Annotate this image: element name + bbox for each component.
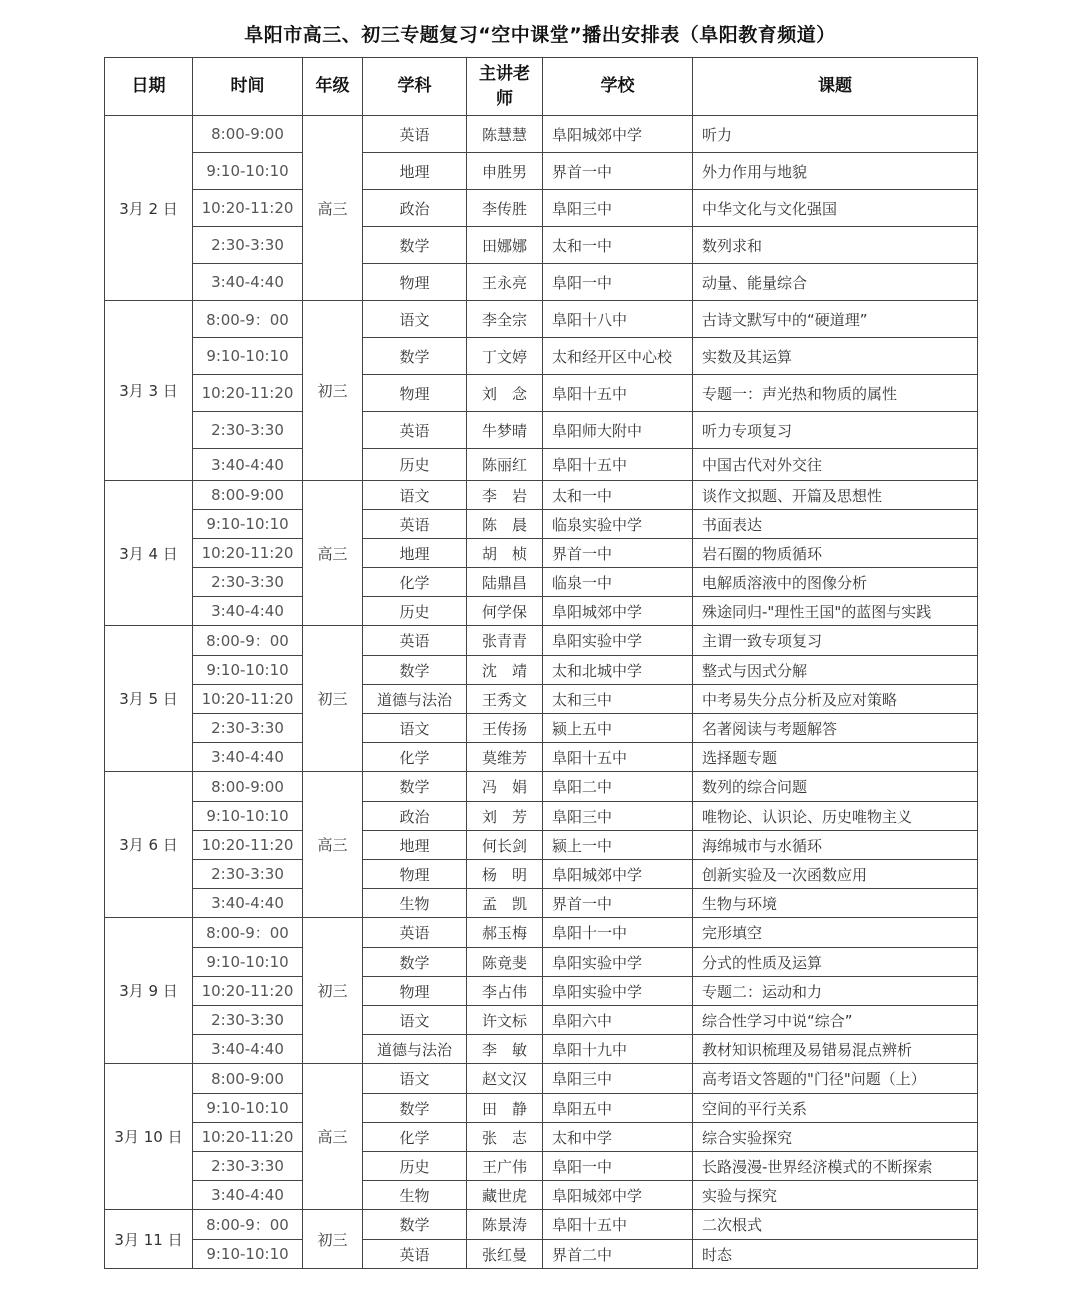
table-row — [105, 1064, 978, 1094]
topic-cell: 二次根式 — [693, 1210, 978, 1240]
school-cell: 太和经开区中心校 — [543, 338, 693, 375]
subject-cell: 英语 — [363, 1240, 467, 1269]
topic-cell: 殊途同归-"理性王国"的蓝图与实践 — [693, 597, 978, 626]
table-row — [105, 597, 978, 626]
subject-cell: 英语 — [363, 412, 467, 449]
subject-cell: 数学 — [363, 656, 467, 685]
school-cell: 阜阳三中 — [543, 802, 693, 831]
grade-cell: 初三 — [303, 301, 363, 481]
school-cell: 阜阳五中 — [543, 1094, 693, 1123]
topic-cell: 数列求和 — [693, 227, 978, 264]
teacher-cell: 赵文汉 — [467, 1064, 543, 1094]
teacher-cell: 何学保 — [467, 597, 543, 626]
table-row — [105, 1152, 978, 1181]
school-cell: 阜阳十五中 — [543, 449, 693, 481]
teacher-cell: 莫维芳 — [467, 743, 543, 772]
topic-cell: 主谓一致专项复习 — [693, 626, 978, 656]
topic-cell: 时态 — [693, 1240, 978, 1269]
time-cell: 8:00-9：00 — [193, 626, 303, 656]
topic-cell: 书面表达 — [693, 510, 978, 539]
time-cell: 9:10-10:10 — [193, 1094, 303, 1123]
school-cell: 界首一中 — [543, 153, 693, 190]
school-cell: 太和北城中学 — [543, 656, 693, 685]
table-row — [105, 153, 978, 190]
teacher-cell: 许文标 — [467, 1006, 543, 1035]
teacher-cell: 王永亮 — [467, 264, 543, 301]
teacher-cell: 张青青 — [467, 626, 543, 656]
teacher-cell: 申胜男 — [467, 153, 543, 190]
table-row — [105, 264, 978, 301]
school-cell: 阜阳城郊中学 — [543, 116, 693, 153]
teacher-cell: 王广伟 — [467, 1152, 543, 1181]
table-row — [105, 481, 978, 510]
school-cell: 太和一中 — [543, 481, 693, 510]
topic-cell: 空间的平行关系 — [693, 1094, 978, 1123]
school-cell: 阜阳城郊中学 — [543, 597, 693, 626]
school-cell: 阜阳城郊中学 — [543, 860, 693, 889]
subject-cell: 语文 — [363, 301, 467, 338]
topic-cell: 中华文化与文化强国 — [693, 190, 978, 227]
time-cell: 9:10-10:10 — [193, 948, 303, 977]
subject-cell: 数学 — [363, 1094, 467, 1123]
teacher-cell: 李传胜 — [467, 190, 543, 227]
time-cell: 3:40-4:40 — [193, 264, 303, 301]
subject-cell: 历史 — [363, 1152, 467, 1181]
time-cell: 3:40-4:40 — [193, 743, 303, 772]
topic-cell: 综合性学习中说“综合” — [693, 1006, 978, 1035]
teacher-cell: 李 岩 — [467, 481, 543, 510]
teacher-cell: 藏世虎 — [467, 1181, 543, 1210]
table-row — [105, 301, 978, 338]
teacher-cell: 刘 念 — [467, 375, 543, 412]
subject-cell: 物理 — [363, 860, 467, 889]
table-row — [105, 743, 978, 772]
topic-cell: 外力作用与地貌 — [693, 153, 978, 190]
school-cell: 太和三中 — [543, 685, 693, 714]
schedule-table — [104, 57, 978, 1269]
subject-cell: 英语 — [363, 626, 467, 656]
header-grade: 年级 — [303, 58, 363, 116]
teacher-cell: 刘 芳 — [467, 802, 543, 831]
subject-cell: 英语 — [363, 918, 467, 948]
table-row — [105, 860, 978, 889]
table-row — [105, 449, 978, 481]
topic-cell: 听力专项复习 — [693, 412, 978, 449]
topic-cell: 选择题专题 — [693, 743, 978, 772]
time-cell: 3:40-4:40 — [193, 449, 303, 481]
header-date: 日期 — [105, 58, 193, 116]
teacher-cell: 孟 凯 — [467, 889, 543, 918]
grade-cell: 高三 — [303, 481, 363, 626]
date-cell: 3月 10 日 — [105, 1064, 193, 1210]
teacher-cell: 陈 晨 — [467, 510, 543, 539]
table-row — [105, 1094, 978, 1123]
school-cell: 界首一中 — [543, 539, 693, 568]
date-cell: 3月 2 日 — [105, 116, 193, 301]
subject-cell: 英语 — [363, 510, 467, 539]
teacher-cell: 田娜娜 — [467, 227, 543, 264]
subject-cell: 物理 — [363, 264, 467, 301]
time-cell: 10:20-11:20 — [193, 190, 303, 227]
school-cell: 阜阳十五中 — [543, 375, 693, 412]
header-school: 学校 — [543, 58, 693, 116]
time-cell: 9:10-10:10 — [193, 656, 303, 685]
teacher-cell: 王传扬 — [467, 714, 543, 743]
subject-cell: 数学 — [363, 227, 467, 264]
school-cell: 临泉一中 — [543, 568, 693, 597]
time-cell: 10:20-11:20 — [193, 685, 303, 714]
table-row — [105, 685, 978, 714]
table-row — [105, 412, 978, 449]
table-row — [105, 1240, 978, 1269]
school-cell: 阜阳三中 — [543, 1064, 693, 1094]
table-row — [105, 977, 978, 1006]
teacher-cell: 冯 娟 — [467, 772, 543, 802]
table-row — [105, 338, 978, 375]
date-cell: 3月 5 日 — [105, 626, 193, 772]
topic-cell: 教材知识梳理及易错易混点辨析 — [693, 1035, 978, 1064]
date-cell: 3月 11 日 — [105, 1210, 193, 1269]
topic-cell: 名著阅读与考题解答 — [693, 714, 978, 743]
subject-cell: 语文 — [363, 1064, 467, 1094]
school-cell: 界首一中 — [543, 889, 693, 918]
subject-cell: 生物 — [363, 889, 467, 918]
time-cell: 9:10-10:10 — [193, 1240, 303, 1269]
school-cell: 阜阳实验中学 — [543, 948, 693, 977]
subject-cell: 物理 — [363, 375, 467, 412]
topic-cell: 电解质溶液中的图像分析 — [693, 568, 978, 597]
topic-cell: 唯物论、认识论、历史唯物主义 — [693, 802, 978, 831]
topic-cell: 谈作文拟题、开篇及思想性 — [693, 481, 978, 510]
time-cell: 8:00-9:00 — [193, 481, 303, 510]
school-cell: 颍上一中 — [543, 831, 693, 860]
topic-cell: 中考易失分点分析及应对策略 — [693, 685, 978, 714]
table-row — [105, 948, 978, 977]
time-cell: 3:40-4:40 — [193, 1035, 303, 1064]
teacher-cell: 王秀文 — [467, 685, 543, 714]
table-row — [105, 802, 978, 831]
grade-cell: 初三 — [303, 1210, 363, 1269]
school-cell: 阜阳城郊中学 — [543, 1181, 693, 1210]
table-row — [105, 1123, 978, 1152]
topic-cell: 数列的综合问题 — [693, 772, 978, 802]
topic-cell: 古诗文默写中的“硬道理” — [693, 301, 978, 338]
school-cell: 太和一中 — [543, 227, 693, 264]
table-row — [105, 190, 978, 227]
table-row — [105, 714, 978, 743]
school-cell: 阜阳实验中学 — [543, 977, 693, 1006]
subject-cell: 地理 — [363, 831, 467, 860]
teacher-cell: 郝玉梅 — [467, 918, 543, 948]
table-row — [105, 1035, 978, 1064]
table-row — [105, 626, 978, 656]
table-row — [105, 116, 978, 153]
time-cell: 10:20-11:20 — [193, 539, 303, 568]
teacher-cell: 李全宗 — [467, 301, 543, 338]
time-cell: 2:30-3:30 — [193, 227, 303, 264]
subject-cell: 政治 — [363, 802, 467, 831]
time-cell: 9:10-10:10 — [193, 338, 303, 375]
subject-cell: 化学 — [363, 1123, 467, 1152]
time-cell: 8:00-9：00 — [193, 1210, 303, 1240]
subject-cell: 历史 — [363, 449, 467, 481]
time-cell: 3:40-4:40 — [193, 889, 303, 918]
school-cell: 阜阳十五中 — [543, 1210, 693, 1240]
time-cell: 3:40-4:40 — [193, 597, 303, 626]
grade-cell: 初三 — [303, 918, 363, 1064]
subject-cell: 历史 — [363, 597, 467, 626]
time-cell: 9:10-10:10 — [193, 153, 303, 190]
subject-cell: 生物 — [363, 1181, 467, 1210]
school-cell: 阜阳三中 — [543, 190, 693, 227]
time-cell: 2:30-3:30 — [193, 860, 303, 889]
page-title: 阜阳市高三、初三专题复习“空中课堂”播出安排表（阜阳教育频道） — [244, 24, 836, 46]
time-cell: 9:10-10:10 — [193, 802, 303, 831]
topic-cell: 动量、能量综合 — [693, 264, 978, 301]
time-cell: 8:00-9:00 — [193, 1064, 303, 1094]
school-cell: 太和中学 — [543, 1123, 693, 1152]
topic-cell: 岩石圈的物质循环 — [693, 539, 978, 568]
table-row — [105, 375, 978, 412]
subject-cell: 物理 — [363, 977, 467, 1006]
date-cell: 3月 6 日 — [105, 772, 193, 918]
subject-cell: 英语 — [363, 116, 467, 153]
table-row — [105, 227, 978, 264]
table-row — [105, 1006, 978, 1035]
topic-cell: 完形填空 — [693, 918, 978, 948]
school-cell: 阜阳一中 — [543, 264, 693, 301]
topic-cell: 综合实验探究 — [693, 1123, 978, 1152]
table-row — [105, 539, 978, 568]
school-cell: 阜阳一中 — [543, 1152, 693, 1181]
time-cell: 3:40-4:40 — [193, 1181, 303, 1210]
date-cell: 3月 4 日 — [105, 481, 193, 626]
school-cell: 界首二中 — [543, 1240, 693, 1269]
header-teacher: 主讲老师 — [467, 58, 543, 116]
topic-cell: 长路漫漫-世界经济模式的不断探索 — [693, 1152, 978, 1181]
time-cell: 2:30-3:30 — [193, 1152, 303, 1181]
subject-cell: 数学 — [363, 338, 467, 375]
teacher-cell: 何长剑 — [467, 831, 543, 860]
table-row — [105, 889, 978, 918]
teacher-cell: 陈慧慧 — [467, 116, 543, 153]
topic-cell: 整式与因式分解 — [693, 656, 978, 685]
school-cell: 颍上五中 — [543, 714, 693, 743]
table-row — [105, 831, 978, 860]
school-cell: 阜阳十一中 — [543, 918, 693, 948]
school-cell: 阜阳二中 — [543, 772, 693, 802]
subject-cell: 语文 — [363, 1006, 467, 1035]
table-row — [105, 1210, 978, 1240]
table-row — [105, 1181, 978, 1210]
teacher-cell: 陈丽红 — [467, 449, 543, 481]
grade-cell: 高三 — [303, 772, 363, 918]
school-cell: 阜阳十五中 — [543, 743, 693, 772]
teacher-cell: 陈景涛 — [467, 1210, 543, 1240]
table-row — [105, 510, 978, 539]
time-cell: 9:10-10:10 — [193, 510, 303, 539]
time-cell: 10:20-11:20 — [193, 831, 303, 860]
teacher-cell: 李 敏 — [467, 1035, 543, 1064]
teacher-cell: 胡 桢 — [467, 539, 543, 568]
time-cell: 8:00-9:00 — [193, 772, 303, 802]
subject-cell: 语文 — [363, 481, 467, 510]
table-row — [105, 568, 978, 597]
teacher-cell: 李占伟 — [467, 977, 543, 1006]
topic-cell: 专题二：运动和力 — [693, 977, 978, 1006]
subject-cell: 数学 — [363, 772, 467, 802]
teacher-cell: 陆鼎昌 — [467, 568, 543, 597]
time-cell: 8:00-9：00 — [193, 301, 303, 338]
subject-cell: 数学 — [363, 948, 467, 977]
topic-cell: 生物与环境 — [693, 889, 978, 918]
time-cell: 2:30-3:30 — [193, 568, 303, 597]
topic-cell: 创新实验及一次函数应用 — [693, 860, 978, 889]
topic-cell: 实验与探究 — [693, 1181, 978, 1210]
subject-cell: 政治 — [363, 190, 467, 227]
time-cell: 2:30-3:30 — [193, 1006, 303, 1035]
topic-cell: 实数及其运算 — [693, 338, 978, 375]
subject-cell: 化学 — [363, 568, 467, 597]
time-cell: 10:20-11:20 — [193, 375, 303, 412]
teacher-cell: 张 志 — [467, 1123, 543, 1152]
header-topic: 课题 — [693, 58, 978, 116]
grade-cell: 初三 — [303, 626, 363, 772]
teacher-cell: 沈 靖 — [467, 656, 543, 685]
date-cell: 3月 3 日 — [105, 301, 193, 481]
subject-cell: 化学 — [363, 743, 467, 772]
subject-cell: 道德与法治 — [363, 685, 467, 714]
school-cell: 阜阳实验中学 — [543, 626, 693, 656]
school-cell: 阜阳十八中 — [543, 301, 693, 338]
school-cell: 阜阳师大附中 — [543, 412, 693, 449]
school-cell: 阜阳六中 — [543, 1006, 693, 1035]
topic-cell: 分式的性质及运算 — [693, 948, 978, 977]
teacher-cell: 张红曼 — [467, 1240, 543, 1269]
topic-cell: 听力 — [693, 116, 978, 153]
header-time: 时间 — [193, 58, 303, 116]
topic-cell: 高考语文答题的"门径"问题（上） — [693, 1064, 978, 1094]
topic-cell: 海绵城市与水循环 — [693, 831, 978, 860]
subject-cell: 地理 — [363, 539, 467, 568]
topic-cell: 中国古代对外交往 — [693, 449, 978, 481]
teacher-cell: 牛梦晴 — [467, 412, 543, 449]
time-cell: 8:00-9：00 — [193, 918, 303, 948]
subject-cell: 道德与法治 — [363, 1035, 467, 1064]
teacher-cell: 杨 明 — [467, 860, 543, 889]
time-cell: 8:00-9:00 — [193, 116, 303, 153]
time-cell: 2:30-3:30 — [193, 412, 303, 449]
header-row — [105, 58, 978, 116]
subject-cell: 数学 — [363, 1210, 467, 1240]
grade-cell: 高三 — [303, 116, 363, 301]
table-row — [105, 918, 978, 948]
teacher-cell: 田 静 — [467, 1094, 543, 1123]
topic-cell: 专题一：声光热和物质的属性 — [693, 375, 978, 412]
time-cell: 10:20-11:20 — [193, 1123, 303, 1152]
date-cell: 3月 9 日 — [105, 918, 193, 1064]
subject-cell: 语文 — [363, 714, 467, 743]
table-row — [105, 772, 978, 802]
teacher-cell: 陈竟斐 — [467, 948, 543, 977]
grade-cell: 高三 — [303, 1064, 363, 1210]
school-cell: 阜阳十九中 — [543, 1035, 693, 1064]
header-subject: 学科 — [363, 58, 467, 116]
time-cell: 2:30-3:30 — [193, 714, 303, 743]
table-row — [105, 656, 978, 685]
subject-cell: 地理 — [363, 153, 467, 190]
time-cell: 10:20-11:20 — [193, 977, 303, 1006]
school-cell: 临泉实验中学 — [543, 510, 693, 539]
teacher-cell: 丁文婷 — [467, 338, 543, 375]
